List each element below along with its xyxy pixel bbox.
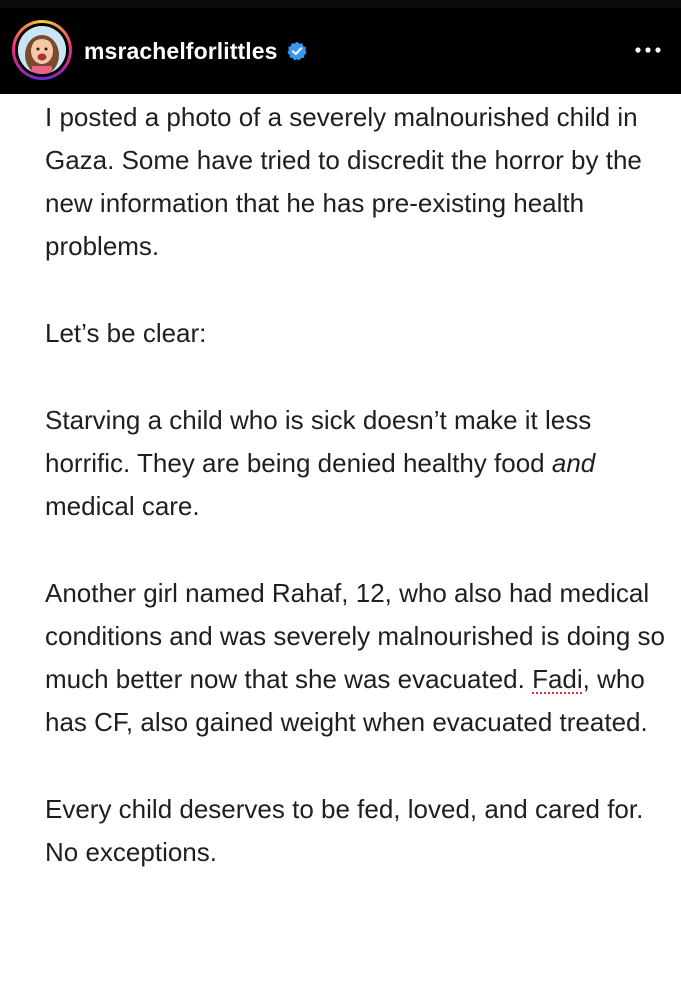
status-strip — [0, 0, 681, 8]
paragraph-5: Every child deserves to be fed, loved, and cared for. No exceptions. — [45, 794, 644, 867]
verified-badge-icon — [287, 41, 307, 61]
post-header — [0, 0, 681, 94]
story-ring[interactable] — [12, 20, 72, 80]
paragraph-3-end: medical care. — [45, 491, 200, 521]
paragraph-4-end: , who has CF, also gained weight when evacuated treated. — [45, 664, 648, 737]
more-dots-icon[interactable] — [633, 38, 663, 62]
avatar-border — [15, 23, 69, 77]
avatar-image — [18, 26, 66, 74]
emphasis-and: and — [551, 448, 596, 478]
username-row[interactable] — [84, 35, 307, 67]
paragraph-3 — [45, 399, 665, 528]
spellcheck-word: Fadi — [532, 664, 583, 694]
paragraph-2: Let’s be clear: — [45, 318, 207, 348]
paragraph-4-text: Another girl named Rahaf, 12, who also had medical conditions and was severely malnourished is doing so much better now that she was evacuated. — [45, 578, 666, 694]
avatar[interactable] — [18, 26, 66, 74]
paragraph-3-text: Starving a child who is sick doesn’t make it less horrific. They are being denied healthy food — [45, 405, 592, 478]
username[interactable]: msrachelforlittles — [84, 37, 278, 64]
paragraph-4 — [45, 572, 665, 744]
post-text — [45, 96, 665, 918]
paragraph-1: I posted a photo of a severely malnourished child in Gaza. Some have tried to discredit the horror by the new information that he has pre-existing health problems. — [45, 102, 642, 261]
